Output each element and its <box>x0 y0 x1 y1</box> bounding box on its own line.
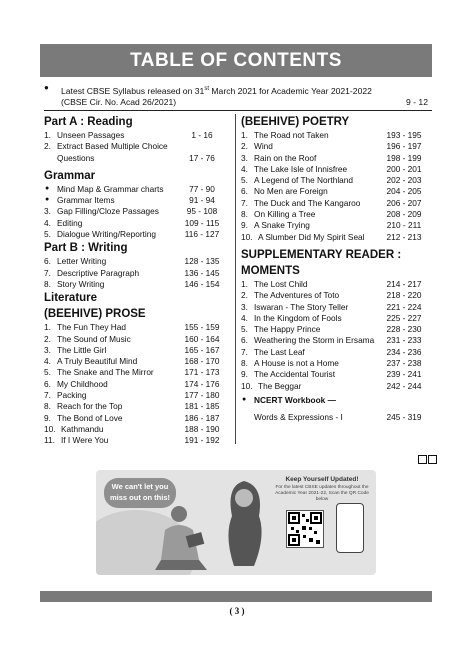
entry-title: Descriptive Paragraph <box>57 267 140 278</box>
entry-pages: 136 - 145 <box>184 267 220 278</box>
entry-number: 6. <box>44 256 51 267</box>
toc-entry <box>44 379 228 390</box>
toc-entry <box>44 195 228 206</box>
words-expressions-item <box>241 412 430 428</box>
entry-pages: 155 - 159 <box>184 322 220 333</box>
entry-title: The Accidental Tourist <box>254 369 336 380</box>
toc-entry <box>241 335 430 346</box>
toc-entry <box>241 175 430 186</box>
toc-entry <box>44 356 228 367</box>
entry-pages: 95 - 108 <box>186 206 218 217</box>
section-heading-prose: (BEEHIVE) PROSE <box>44 308 146 321</box>
entry-title: Editing <box>57 217 83 228</box>
entry-pages: 210 - 211 <box>386 220 422 231</box>
left-column <box>44 114 228 447</box>
entry-pages: 242 - 244 <box>386 380 422 391</box>
entry-pages: 196 - 197 <box>386 141 422 152</box>
entry-pages: 146 - 154 <box>184 278 220 289</box>
entry-pages: 198 - 199 <box>386 152 422 163</box>
girl-illustration <box>214 476 274 571</box>
section-heading-poetry: (BEEHIVE) POETRY <box>241 116 350 128</box>
toc-entry <box>241 290 430 301</box>
toc-entry <box>241 358 430 369</box>
toc-entry <box>241 232 430 243</box>
toc-entry <box>241 164 430 175</box>
entry-title: The Happy Prince <box>254 324 321 335</box>
entry-pages: 208 - 209 <box>386 209 422 220</box>
toc-entry <box>241 279 430 290</box>
toc-entry <box>44 268 228 279</box>
entry-pages: 17 - 76 <box>189 152 215 163</box>
toc-entry <box>44 279 228 290</box>
entry-title: My Childhood <box>57 378 108 389</box>
entry-number: 5. <box>241 324 248 335</box>
bullet-icon: ● <box>45 196 50 204</box>
entry-pages: 1 - 16 <box>191 130 213 140</box>
toc-entry <box>44 413 228 424</box>
entry-pages: 191 - 192 <box>184 435 220 446</box>
divider <box>44 110 432 111</box>
entry-pages: 174 - 176 <box>184 378 220 389</box>
entry-title: A Slumber Did My Spirit Seal <box>258 231 365 242</box>
entry-number: 9. <box>241 220 248 231</box>
entry-title: The Bond of Love <box>57 412 123 423</box>
entry-pages: 109 - 115 <box>184 217 220 228</box>
syllabus-line-2: (CBSE Cir. No. Acad 26/2021) <box>61 97 177 107</box>
entry-pages: 234 - 236 <box>386 346 422 357</box>
entry-title: Story Writing <box>57 278 105 289</box>
footer-bar <box>40 591 432 602</box>
toc-entry <box>241 347 430 358</box>
toc-entry <box>44 367 228 378</box>
entry-pages: 181 - 185 <box>184 401 220 412</box>
entry-number: 8. <box>241 209 248 220</box>
toc-entry <box>241 141 430 152</box>
entry-number: 1. <box>44 130 51 140</box>
entry-title: The Lake Isle of Innisfree <box>254 163 348 174</box>
entry-number: 1. <box>241 278 248 289</box>
toc-entry <box>44 334 228 345</box>
toc-entry <box>241 209 430 220</box>
entry-pages: 91 - 94 <box>189 195 215 206</box>
entry-pages: 202 - 203 <box>386 175 422 186</box>
entry-pages: 160 - 164 <box>184 333 220 344</box>
entry-title: A Snake Trying <box>254 220 310 231</box>
entry-pages: 228 - 230 <box>386 324 422 335</box>
entry-pages: 239 - 241 <box>386 369 422 380</box>
person-with-tablet-illustration <box>151 500 221 572</box>
phone-icon <box>336 503 364 553</box>
toc-entry <box>44 390 228 401</box>
entry-pages: 77 - 90 <box>189 183 215 194</box>
toc-entry <box>44 130 228 141</box>
entry-number: 7. <box>44 390 51 401</box>
end-marker-icon <box>417 455 437 467</box>
qr-code-icon[interactable] <box>286 510 324 548</box>
toc-entry <box>44 401 228 412</box>
section-heading-supplementary: SUPPLEMENTARY READER : <box>241 248 402 261</box>
workbook-item: ● NCERT Workbook — <box>242 394 336 405</box>
entry-title: Iswaran - The Story Teller <box>254 301 349 312</box>
entry-pages: 212 - 213 <box>386 231 422 242</box>
section-heading-literature: Literature <box>44 292 98 305</box>
entry-number: 4. <box>44 217 51 228</box>
entry-number: 1. <box>44 322 51 333</box>
entry-pages: 116 - 127 <box>184 229 220 240</box>
entry-number: 7. <box>241 346 248 357</box>
entry-title: Kathmandu <box>61 423 104 434</box>
workbook-title: NCERT Workbook <box>254 394 326 405</box>
entry-number: 2. <box>44 333 51 344</box>
entry-number: 4. <box>44 356 51 367</box>
entry-title: A House is not a Home <box>254 358 339 369</box>
entry-pages: 171 - 173 <box>184 367 220 378</box>
toc-entry <box>241 130 430 141</box>
entry-title: The Lost Child <box>254 278 308 289</box>
entry-title: Unseen Passages <box>57 130 125 140</box>
entry-number: 9. <box>44 412 51 423</box>
entry-title: Dialogue Writing/Reporting <box>57 229 156 240</box>
banner-keep-title: Keep Yourself Updated! <box>285 476 359 483</box>
toc-entry <box>241 381 430 392</box>
toc-entry <box>44 256 228 267</box>
toc-entry <box>44 206 228 217</box>
entry-title: Wind <box>254 141 273 152</box>
entry-number: 3. <box>44 344 51 355</box>
entry-number: 1. <box>241 130 248 140</box>
bullet-icon: ● <box>242 395 247 403</box>
entry-title: The Snake and The Mirror <box>57 367 154 378</box>
column-divider <box>235 114 236 444</box>
syllabus-pages: 9 - 12 <box>406 97 428 107</box>
toc-entry <box>241 324 430 335</box>
entry-number: 11. <box>44 435 55 446</box>
entry-pages: 128 - 135 <box>184 256 220 267</box>
entry-title: The Little Girl <box>57 344 107 355</box>
entry-number: 7. <box>241 197 248 208</box>
entry-number: 5. <box>241 175 248 186</box>
entry-pages: 237 - 238 <box>386 358 422 369</box>
bullet-icon: ● <box>45 184 50 192</box>
entry-pages: 168 - 170 <box>184 356 220 367</box>
entry-title: In the Kingdom of Fools <box>254 312 342 323</box>
entry-pages: 200 - 201 <box>386 163 422 174</box>
entry-title: Packing <box>57 390 87 401</box>
toc-entry <box>241 369 430 380</box>
entry-pages: 193 - 195 <box>386 130 422 140</box>
page-number: ( 3 ) <box>229 606 245 616</box>
toc-header: TABLE OF CONTENTS <box>40 44 432 77</box>
entry-title: Mind Map & Grammar charts <box>57 183 164 194</box>
entry-title: Letter Writing <box>57 256 107 267</box>
entry-number: 6. <box>241 335 248 346</box>
entry-number: 6. <box>241 186 248 197</box>
entry-pages: 206 - 207 <box>386 197 422 208</box>
entry-pages: 218 - 220 <box>386 290 422 301</box>
entry-title: Grammar Items <box>57 195 115 206</box>
toc-entry <box>241 313 430 324</box>
toc-entry <box>44 435 228 446</box>
entry-title: The Road not Taken <box>254 130 329 140</box>
entry-pages: 177 - 180 <box>184 390 220 401</box>
entry-title: The Sound of Music <box>57 333 131 344</box>
entry-pages: 186 - 187 <box>184 412 220 423</box>
entry-title: No Men are Foreign <box>254 186 328 197</box>
words-expressions-pages: 245 - 319 <box>386 412 422 423</box>
right-column <box>241 114 430 428</box>
bullet-icon: ● <box>44 83 49 92</box>
toc-entry <box>44 184 228 195</box>
entry-title: If I Were You <box>61 435 109 446</box>
banner-keep-subtitle: For the latest CBSE updates throughout the Academic Year 2021-22, Scan the QR Code below <box>275 485 369 502</box>
toc-entry <box>241 153 430 164</box>
toc-entry <box>44 345 228 356</box>
toc-entry <box>241 220 430 231</box>
entry-title: Rain on the Roof <box>254 152 317 163</box>
entry-number: 5. <box>44 229 51 240</box>
entry-number: 8. <box>241 358 248 369</box>
entry-title: A Legend of The Northland <box>254 175 354 186</box>
toc-entry <box>241 198 430 209</box>
entry-number: 3. <box>241 301 248 312</box>
toc-entry <box>241 302 430 313</box>
section-heading-part-a: Part A : Reading <box>44 116 133 128</box>
syllabus-line-1: Latest CBSE Syllabus released on 31st March 2021 for Academic Year 2021-2022 <box>61 85 372 96</box>
entry-number: 10. <box>241 380 253 391</box>
entry-title: A Truly Beautiful Mind <box>57 356 138 367</box>
entry-title: The Duck and The Kangaroo <box>254 197 361 208</box>
toc-entry <box>44 322 228 333</box>
entry-pages: 221 - 224 <box>386 301 422 312</box>
entry-pages: 204 - 205 <box>386 186 422 197</box>
entry-number: 6. <box>44 378 51 389</box>
entry-pages: 165 - 167 <box>184 344 220 355</box>
entry-pages: 225 - 227 <box>386 312 422 323</box>
entry-number: 2. <box>241 141 248 152</box>
toc-entry <box>44 424 228 435</box>
entry-number: 8. <box>44 278 51 289</box>
entry-number: 9. <box>241 369 248 380</box>
toc-entry <box>44 141 228 164</box>
entry-number: 10. <box>44 423 56 434</box>
entry-pages: 231 - 233 <box>386 335 422 346</box>
entry-title: The Adventures of Toto <box>254 290 340 301</box>
entry-number: 2. <box>44 141 51 152</box>
promo-banner <box>96 470 376 575</box>
toc-entry <box>241 186 430 197</box>
entry-title: Extract Based Multiple Choice Questions <box>57 141 168 163</box>
section-heading-part-b: Part B : Writing <box>44 242 128 255</box>
entry-number: 5. <box>44 367 51 378</box>
banner-bubble-text: We can't let you miss out on this! <box>104 478 176 508</box>
entry-title: The Beggar <box>258 380 302 391</box>
entry-number: 3. <box>241 152 248 163</box>
entry-number: 8. <box>44 401 51 412</box>
entry-number: 2. <box>241 290 248 301</box>
section-heading-grammar: Grammar <box>44 169 96 182</box>
entry-title: On Killing a Tree <box>254 209 316 220</box>
entry-title: Reach for the Top <box>57 401 123 412</box>
entry-title: Weathering the Storm in Ersama <box>254 335 375 346</box>
entry-pages: 188 - 190 <box>184 423 220 434</box>
entry-number: 4. <box>241 312 248 323</box>
section-heading-moments: MOMENTS <box>241 264 300 277</box>
entry-pages: 214 - 217 <box>386 278 422 289</box>
words-expressions-title: Words & Expressions - I <box>254 412 343 423</box>
entry-number: 3. <box>44 206 51 217</box>
entry-title: The Fun They Had <box>57 322 127 333</box>
entry-title: Gap Filling/Cloze Passages <box>57 206 159 217</box>
entry-number: 4. <box>241 163 248 174</box>
toc-entry <box>44 229 228 240</box>
toc-entry <box>44 218 228 229</box>
entry-number: 7. <box>44 267 51 278</box>
entry-title: The Last Leaf <box>254 346 305 357</box>
entry-number: 10. <box>241 231 253 242</box>
